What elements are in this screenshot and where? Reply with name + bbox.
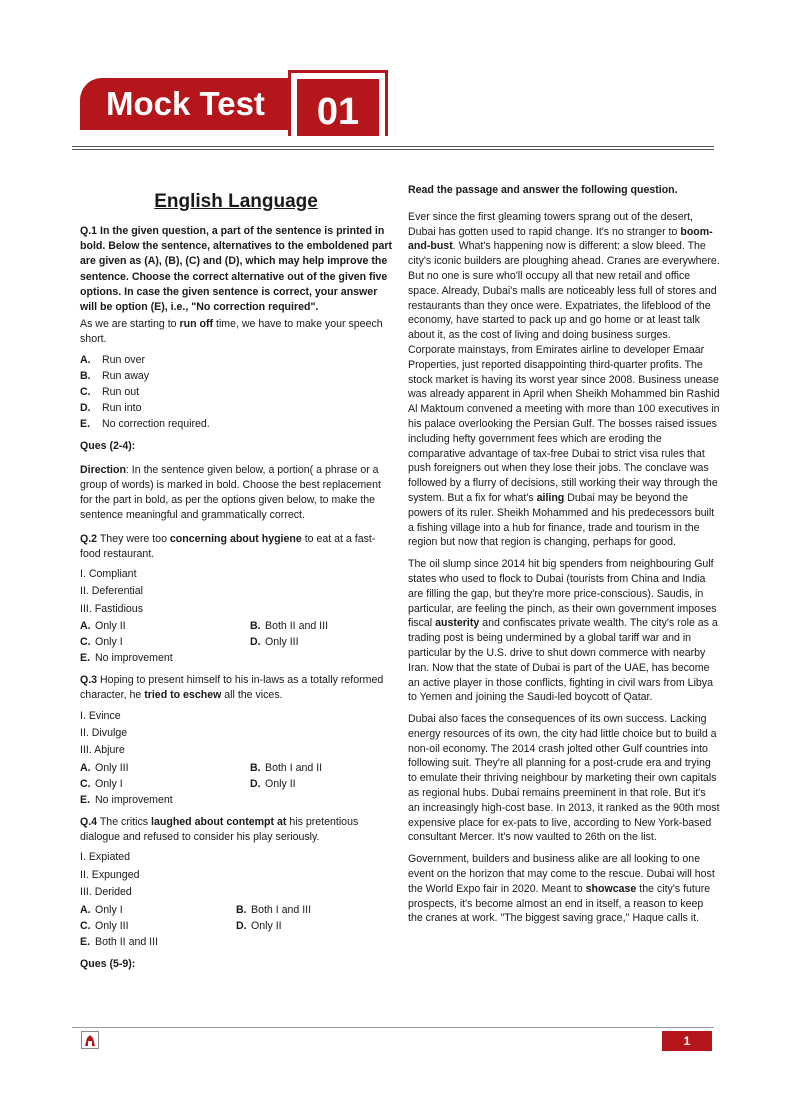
q4-sentence: Q.4 The critics laughed about contempt at his pretentious dialogue and refused to consider his play seriously. (80, 815, 359, 844)
q4-options (80, 902, 392, 950)
q2-option-b[interactable]: B. Both II and III (250, 620, 329, 633)
q1-options (80, 352, 392, 432)
roman-item: I. Evince (80, 709, 121, 722)
direction-text: Direction: In the sentence given below, a portion( a phrase or a group of words) is marked in bold. Choose the best replacement for the part in bold, as per the options given below, to make the sentence meaningful and grammatically correct. (80, 463, 381, 522)
q1-option[interactable]: D. Run into (80, 401, 142, 414)
passage-heading: Read the passage and answer the following question. (408, 184, 678, 196)
right-column (408, 183, 720, 933)
q1-option[interactable]: E. No correction required. (80, 417, 210, 430)
q2-sentence: Q.2 They were too concerning about hygiene to eat at a fast-food restaurant. (80, 532, 376, 560)
q4-option-c[interactable]: C. Only III (80, 919, 129, 932)
banner-number-box (288, 70, 388, 136)
q3-option-e[interactable]: E. No improvement (80, 793, 173, 806)
passage-paragraph-3: Dubai also faces the consequences of its own success. Lacking energy resources of its own, the city had little choice but to build a non-oil economy. The 2014 crash jolted other Gulf countries into following suit. They're all planning for a post-crude era and trying to emulate their thriving neighbour by marketing their own capitals as regional hubs. Dubai remains preeminent in that role. But it's an increasingly high-cost base. In 2013, it ranked as the 90th most expensive place for ex-pats to live, according to New York-based consultant Mercer. It's now vaulted to 26th on the list. (408, 713, 720, 844)
q2-option-e[interactable]: E. No improvement (80, 652, 173, 665)
roman-item: III. Abjure (80, 744, 125, 757)
roman-item: I. Compliant (80, 568, 137, 581)
roman-item: I. Expiated (80, 851, 131, 864)
passage-paragraph-4: Government, builders and business alike are all looking to one event on the horizon that may come to the rescue. Dubai will host the World Expo fair in 2020. Meant to showcase the city's future prospects, it's become almost an end in itself, a reason to keep the cranes at work. "The biggest saving grace,'' Haque calls it. (408, 853, 715, 925)
ques-2-4-heading: Ques (2-4): (80, 439, 136, 452)
passage-paragraph-1: Ever since the first gleaming towers sprang out of the desert, Dubai has gotten used to rapid change. It's no stranger to boom-and-bust. What's happening now is different: a slow bleed. The city's iconic builders are ploughing ahead. Cranes are everywhere. But no one is sure who'll occupy all that new retail and office space. Already, Dubai's malls are noticeably less full of stores and restaurants than they once were. Expatriates, the lifeblood of the economy, have started to pack up and go home or at least talk about it, as the cost of living and doing business surges. Corporate mainstays, from Emirates airline to developer Emaar Properties, just reported disappointing third-quarter profits. The stock market is having its worst year since 2008. Business unease was already apparent in April when Sheikh Mohammed bin Rashid Al Maktoum convened a meeting with more than 100 executives in his palace overlooking the Persian Gulf. The bosses raised issues including hefty government fees which are eroding the comparative advantage of tax-free Dubai to strict visa rules that push foreigners out when they lose their jobs. The conclave was followed by a flurry of decisions, still working their way through the system. But a fix for what's ailing Dubai may be beyond the powers of its ruler. Sheikh Mohammed and his predecessors built a fishing village into a hub for finance, trade and tourism in the region but now that region is changing, perhaps for good. (408, 210, 720, 549)
q1-option[interactable]: C. Run out (80, 385, 140, 398)
q1-prompt: Q.1 In the given question, a part of the sentence is printed in bold. Below the sentence, alternatives to the emboldened part are given as (A), (B), (C) and (D), which may help improve the sentence. Choose the correct alternative out of the given five options. In case the given sentence is correct, your answer will be option (E), i.e., "No correction required". (80, 225, 392, 314)
q4-option-b[interactable]: B. Both I and III (236, 903, 312, 916)
q2-option-a[interactable]: A. Only II (80, 620, 126, 633)
q3-option-d[interactable]: D. Only II (250, 777, 296, 790)
q3-option-a[interactable]: A. Only III (80, 761, 129, 774)
roman-item: II. Divulge (80, 727, 128, 740)
roman-item: II. Expunged (80, 868, 140, 881)
q4-roman-list (80, 849, 392, 901)
q4-option-e[interactable]: E. Both II and III (80, 935, 159, 948)
banner-number: 01 (316, 91, 360, 133)
banner-title: Mock Test (106, 85, 265, 122)
q2-option-d[interactable]: D. Only III (250, 636, 299, 649)
ques-5-9-heading: Ques (5-9): (80, 957, 136, 970)
q3-roman-list (80, 708, 392, 760)
q4-option-a[interactable]: A. Only I (80, 903, 123, 916)
roman-item: III. Fastidious (80, 602, 143, 615)
q3-options (80, 760, 392, 808)
q2-roman-list (80, 566, 392, 618)
header-rule-bottom (72, 149, 714, 150)
header-rule-top (72, 146, 714, 147)
page-number: 1 (662, 1031, 712, 1051)
q1-sentence: As we are starting to run off time, we have to make your speech short. (80, 318, 383, 346)
q4-option-d[interactable]: D. Only II (236, 919, 282, 932)
q1-option[interactable]: B. Run away (80, 369, 150, 382)
mock-test-banner (80, 70, 388, 132)
q3-option-c[interactable]: C. Only I (80, 777, 123, 790)
q2-options (80, 618, 392, 666)
left-column (80, 190, 392, 974)
publisher-logo-icon (81, 1031, 99, 1049)
q3-option-b[interactable]: B. Both I and II (250, 761, 323, 774)
section-title: English Language (154, 191, 318, 212)
q2-option-c[interactable]: C. Only I (80, 636, 123, 649)
roman-item: II. Deferential (80, 585, 144, 598)
passage-paragraph-2: The oil slump since 2014 hit big spenders from neighbouring Gulf states who used to flock to Dubai (tourists from China and India are filling the gap, but they're more price-conscious). Saudis, in particular, are feeling the pinch, as their own government imposes fiscal austerity and confiscates private wealth. The city's role as a trading post is being undermined by a global tariff war and in particular by the U.S. drive to shut down commerce with nearby Iran. Now that the state of Dubai is part of the UAE, has become an active player in those conflicts, fighting in civil wars from Libya to Yemen and joining the Saudi-led boycott of Qatar. (408, 558, 718, 704)
roman-item: III. Derided (80, 886, 132, 899)
q1-option[interactable]: A. Run over (80, 353, 145, 366)
footer-rule (72, 1027, 714, 1028)
q3-sentence: Q.3 Hoping to present himself to his in-laws as a totally reformed character, he tried to eschew all the vices. (80, 674, 384, 702)
